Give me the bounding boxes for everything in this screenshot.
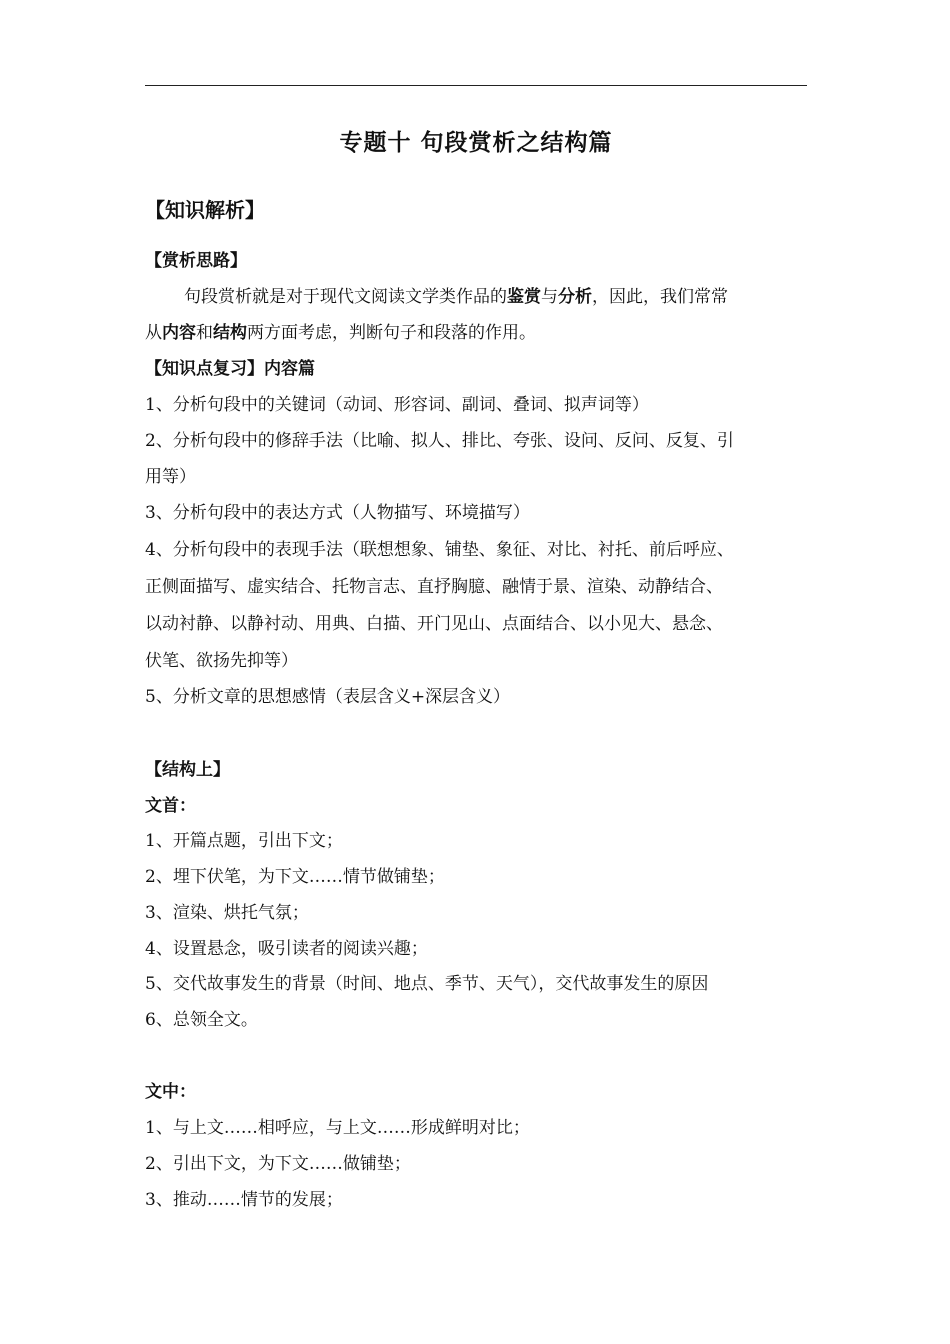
beginning-item: 4、设置悬念，吸引读者的阅读兴趣；: [145, 939, 428, 959]
heading-approach: 【赏析思路】: [145, 251, 247, 271]
beginning-item: 2、埋下伏笔，为下文……情节做铺垫；: [145, 867, 445, 887]
page-title: 专题十 句段赏析之结构篇: [339, 129, 613, 156]
middle-item: 3、推动……情节的发展；: [145, 1190, 343, 1210]
heading-review: 【知识点复习】内容篇: [145, 359, 315, 379]
header-rule: [145, 85, 807, 86]
content-item: 2、分析句段中的修辞手法（比喻、拟人、排比、夸张、设问、反问、反复、引: [145, 431, 734, 451]
content-item: 正侧面描写、虚实结合、托物言志、直抒胸臆、融情于景、渲染、动静结合、: [145, 577, 723, 597]
content-item: 5、分析文章的思想感情（表层含义+深层含义）: [145, 687, 511, 707]
beginning-item: 1、开篇点题，引出下文；: [145, 831, 343, 851]
beginning-item: 3、渲染、烘托气氛；: [145, 903, 309, 923]
content-item: 4、分析句段中的表现手法（联想想象、铺垫、象征、对比、衬托、前后呼应、: [145, 540, 734, 560]
bold-term-content: 内容: [162, 323, 196, 343]
content-item: 以动衬静、以静衬动、用典、白描、开门见山、点面结合、以小见大、悬念、: [145, 614, 723, 634]
content-item: 3、分析句段中的表达方式（人物描写、环境描写）: [145, 503, 530, 523]
intro-line-1: 句段赏析就是对于现代文阅读文学类作品的鉴赏与分析，因此，我们常常: [184, 287, 728, 307]
content-item: 1、分析句段中的关键词（动词、形容词、副词、叠词、拟声词等）: [145, 395, 649, 415]
label-middle: 文中：: [145, 1082, 196, 1102]
bold-term-analysis: 分析: [558, 287, 592, 307]
bold-term-structure: 结构: [213, 323, 247, 343]
heading-knowledge: 【知识解析】: [145, 198, 265, 222]
bold-term-appreciation: 鉴赏: [507, 287, 541, 307]
middle-item: 2、引出下文，为下文……做铺垫；: [145, 1154, 411, 1174]
intro-line-2: 从内容和结构两方面考虑，判断句子和段落的作用。: [145, 323, 536, 343]
middle-item: 1、与上文……相呼应，与上文……形成鲜明对比；: [145, 1118, 530, 1138]
heading-structure: 【结构上】: [145, 760, 230, 780]
content-item: 用等）: [145, 467, 196, 487]
beginning-item: 6、总领全文。: [145, 1010, 258, 1030]
content-item: 伏笔、欲扬先抑等）: [145, 651, 298, 671]
beginning-item: 5、交代故事发生的背景（时间、地点、季节、天气），交代故事发生的原因: [145, 974, 709, 994]
label-beginning: 文首：: [145, 796, 196, 816]
